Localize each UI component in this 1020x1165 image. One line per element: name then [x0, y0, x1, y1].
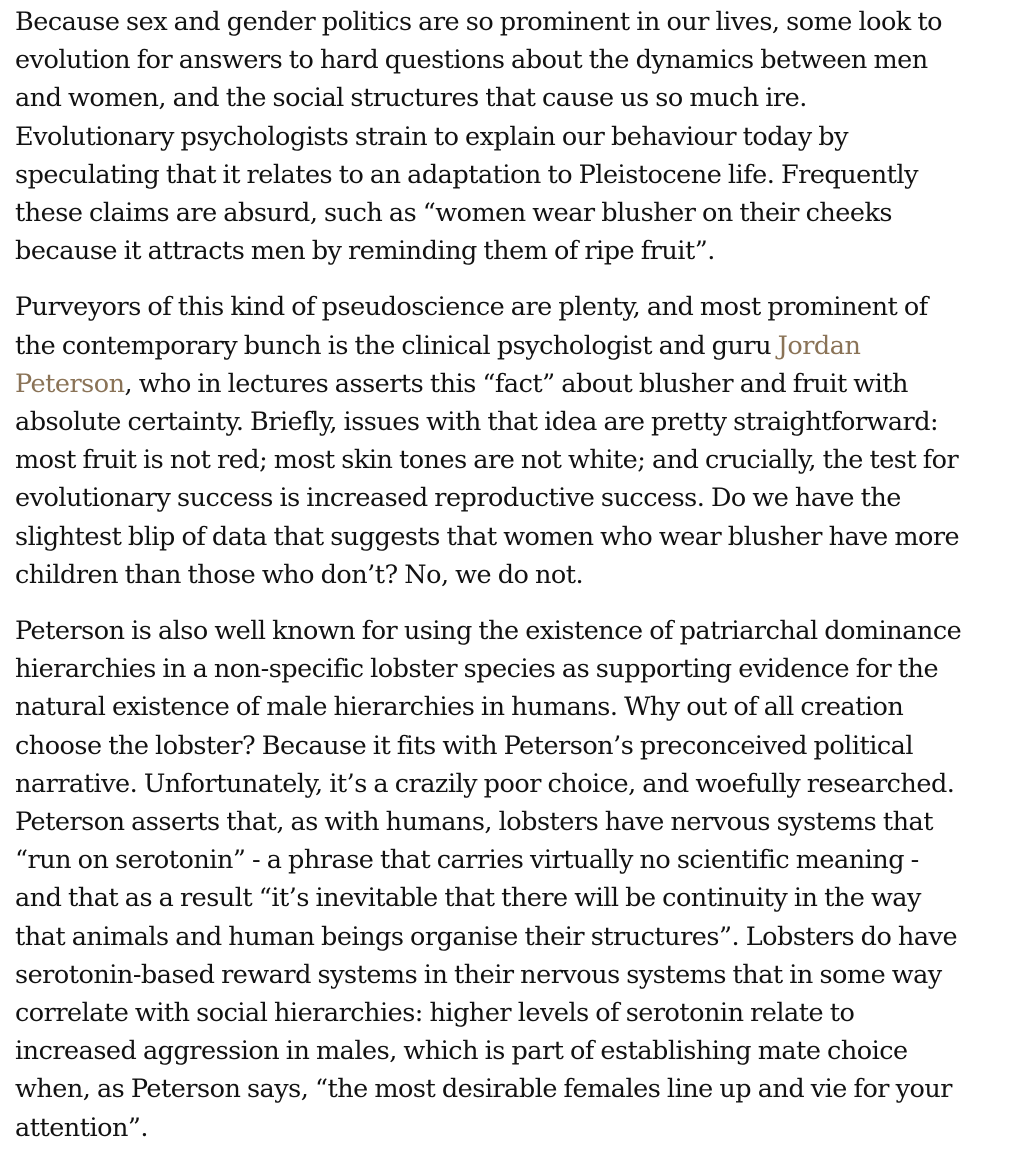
text-line: these claims are absurd, such as “women wear blusher on their cheeks: [15, 198, 893, 229]
text-line: evolution for answers to hard questions about the dynamics between men: [15, 45, 928, 76]
paragraph-3: [15, 612, 1015, 1147]
text-line: natural existence of male hierarchies in humans. Why out of all creation: [15, 692, 904, 723]
text-line: increased aggression in males, which is part of establishing mate choice: [15, 1036, 908, 1067]
text-line: because it attracts men by reminding them of ripe fruit”.: [15, 236, 715, 267]
text-line: “run on serotonin” - a phrase that carries virtually no scientific meaning -: [15, 845, 919, 876]
article-body: [15, 3, 1015, 1165]
text-line: correlate with social hierarchies: higher levels of serotonin relate to: [15, 998, 855, 1029]
text-line: Because sex and gender politics are so prominent in our lives, some look to: [15, 7, 942, 37]
text-line: slightest blip of data that suggests that women who wear blusher have more: [15, 521, 960, 552]
text-line: [15, 327, 1015, 365]
jordan-peterson-link-part1[interactable]: Jordan: [777, 330, 861, 361]
text-line: attention”.: [15, 1112, 149, 1143]
text-line: absolute certainty. Briefly, issues with that idea are pretty straightforward:: [15, 407, 939, 438]
paragraph-1: [15, 3, 1015, 270]
text-line: and women, and the social structures that cause us so much ire.: [15, 83, 807, 114]
text-line: Peterson is also well known for using the existence of patriarchal dominance: [15, 616, 962, 647]
text-line: hierarchies in a non-specific lobster species as supporting evidence for the: [15, 654, 939, 685]
text-line: choose the lobster? Because it fits with Peterson’s preconceived political: [15, 730, 914, 761]
text-line: when, as Peterson says, “the most desirable females line up and vie for your: [15, 1074, 952, 1105]
paragraph-2: [15, 288, 1015, 594]
text-line: that animals and human beings organise their structures”. Lobsters do have: [15, 921, 958, 952]
text-segment: , who in lectures asserts this “fact” about blusher and fruit with: [124, 368, 908, 399]
text-line: narrative. Unfortunately, it’s a crazily poor choice, and woefully researched.: [15, 768, 955, 799]
text-segment: the contemporary bunch is the clinical psychologist and guru: [15, 330, 778, 361]
text-line: [15, 365, 1015, 403]
text-line: Evolutionary psychologists strain to explain our behaviour today by: [15, 121, 848, 152]
text-line: serotonin-based reward systems in their nervous systems that in some way: [15, 959, 942, 990]
text-line: most fruit is not red; most skin tones are not white; and crucially, the test for: [15, 445, 959, 476]
text-line: Purveyors of this kind of pseudoscience are plenty, and most prominent of: [15, 292, 928, 323]
jordan-peterson-link-part2[interactable]: Peterson: [15, 368, 125, 399]
text-line: speculating that it relates to an adaptation to Pleistocene life. Frequently: [15, 159, 918, 190]
text-line: children than those who don’t? No, we do not.: [15, 559, 584, 590]
text-line: Peterson asserts that, as with humans, lobsters have nervous systems that: [15, 807, 933, 838]
text-line: evolutionary success is increased reproductive success. Do we have the: [15, 483, 901, 514]
text-line: and that as a result “it’s inevitable that there will be continuity in the way: [15, 883, 921, 914]
